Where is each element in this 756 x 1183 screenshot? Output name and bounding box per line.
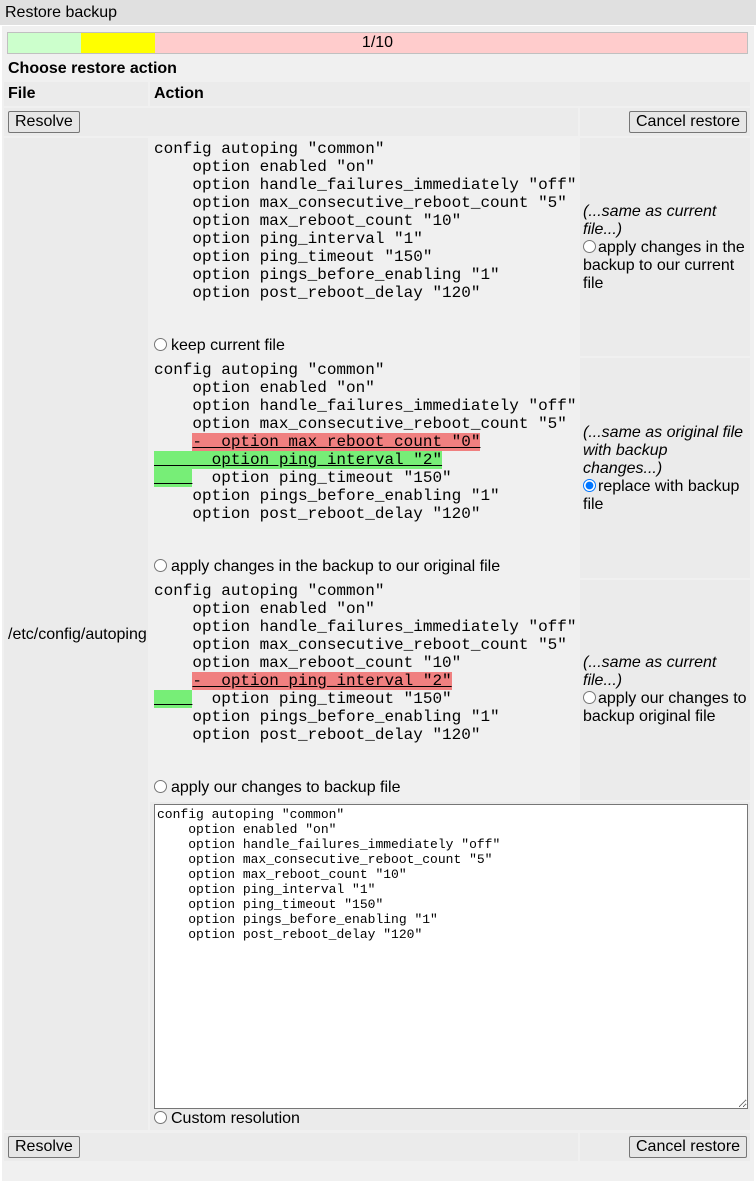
- keep-side-note: (...same as current file...): [583, 203, 717, 238]
- custom-resolution-editor[interactable]: [154, 804, 748, 1109]
- replace-with-backup-radio[interactable]: [583, 479, 596, 492]
- apply-backup-to-current-label: apply changes in the backup to our current file: [583, 239, 745, 292]
- file-name: /etc/config/autoping: [8, 626, 147, 643]
- original-diff-preview: config autoping "common" option enabled "on" option handle_failures_immediately "off" option max_consecutive_reboot_count "5" - option max_reboot_count "0" option ping_interval "2" option ping_timeout "150" option pings_before_enabling "1" option post_reboot_delay "120": [154, 361, 577, 523]
- window-titlebar: [0, 0, 756, 25]
- file-column-header: File: [8, 85, 36, 102]
- action-column-header: Action: [154, 85, 204, 102]
- apply-backup-to-current-option[interactable]: [583, 239, 745, 292]
- action-header-cell: [150, 82, 750, 106]
- ours-inserted-marker: [154, 690, 192, 708]
- original-deleted-line: - option max_reboot_count "0": [192, 433, 481, 451]
- progress-text: 1/10: [361, 34, 394, 51]
- keep-current-option[interactable]: [154, 337, 285, 355]
- keep-code-preview: config autoping "common" option enabled "on" option handle_failures_immediately "off" option max_consecutive_reboot_count "5" option max_reboot_count "10" option ping_interval "1" option ping_timeout "150" option pings_before_enabling "1" option post_reboot_delay "120": [154, 140, 577, 302]
- custom-resolution-radio[interactable]: [154, 1111, 167, 1124]
- keep-current-radio[interactable]: [154, 338, 167, 351]
- apply-backup-to-original-option[interactable]: [154, 558, 500, 576]
- window-title: Restore backup: [5, 4, 118, 21]
- apply-ours-to-backup-radio[interactable]: [154, 780, 167, 793]
- resolve-button-bottom[interactable]: Resolve: [8, 1136, 80, 1158]
- section-heading: Choose restore action: [8, 60, 177, 77]
- apply-ours-to-backup-original-radio[interactable]: [583, 691, 596, 704]
- keep-side-panel: [583, 203, 750, 293]
- ours-context-line: option ping_timeout "150": [192, 690, 452, 708]
- ours-side-panel: [583, 654, 750, 726]
- apply-ours-to-backup-original-option[interactable]: [583, 690, 747, 725]
- button-row-bottom-left: [4, 1133, 578, 1161]
- apply-backup-to-original-label: apply changes in the backup to our original file: [171, 558, 501, 575]
- original-side-panel: [583, 424, 750, 514]
- cancel-restore-button[interactable]: Cancel restore: [629, 111, 747, 133]
- ours-diff-preview: config autoping "common" option enabled "on" option handle_failures_immediately "off" option max_consecutive_reboot_count "5" option max_reboot_count "10" - option ping_interval "2" option ping_timeout "150" option pings_before_enabling "1" option post_reboot_delay "120": [154, 582, 577, 744]
- original-context-line: option ping_timeout "150": [192, 469, 452, 487]
- progress-bar: [7, 32, 748, 54]
- custom-resolution-label: Custom resolution: [171, 1110, 300, 1127]
- cancel-restore-button-bottom[interactable]: Cancel restore: [629, 1136, 747, 1158]
- replace-with-backup-option[interactable]: [583, 478, 739, 513]
- button-row-top-left: [4, 108, 578, 136]
- apply-ours-to-backup-label: apply our changes to backup file: [171, 779, 401, 796]
- replace-with-backup-label: replace with backup file: [583, 478, 740, 513]
- resolve-button[interactable]: Resolve: [8, 111, 80, 133]
- ours-side-note: (...same as current file...): [583, 654, 717, 689]
- apply-ours-to-backup-option[interactable]: [154, 779, 400, 797]
- ours-deleted-line: - option ping_interval "2": [192, 672, 452, 690]
- apply-backup-to-current-radio[interactable]: [583, 240, 596, 253]
- keep-current-label: keep current file: [171, 337, 285, 354]
- original-inserted-line: option ping_interval "2": [154, 451, 443, 469]
- custom-resolution-option[interactable]: [154, 1110, 300, 1128]
- apply-ours-to-backup-original-label: apply our changes to backup original file: [583, 690, 747, 725]
- original-side-note: (...same as original file with backup changes...): [583, 424, 744, 477]
- apply-backup-to-original-radio[interactable]: [154, 559, 167, 572]
- original-inserted-marker: [154, 469, 192, 487]
